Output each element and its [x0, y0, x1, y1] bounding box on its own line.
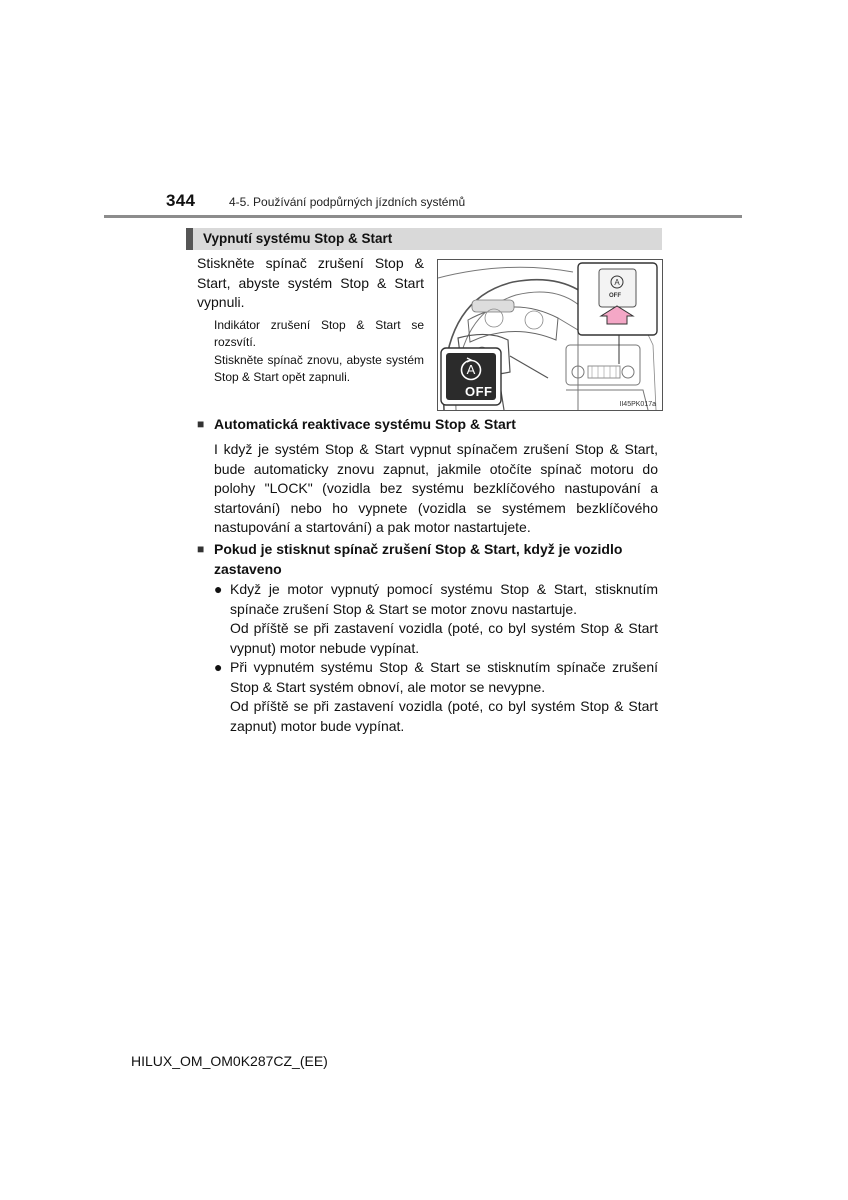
- auto-reactivation-heading: [197, 415, 658, 435]
- bullet-subtext: Od příště se při zastavení vozidla (poté, co byl systém Stop & Start vypnut) motor nebude vypínat.: [230, 620, 658, 656]
- section-title-bar: [186, 228, 662, 250]
- square-marker: ■: [197, 417, 205, 431]
- bullet-icon: ●: [214, 581, 223, 597]
- list-item: [214, 658, 658, 736]
- bullet-icon: ●: [214, 659, 223, 675]
- heading-text: Automatická reaktivace systému Stop & Start: [214, 416, 516, 432]
- intro-text: Stiskněte spínač zrušení Stop & Start, abyste systém Stop & Start vypnuli.: [197, 255, 424, 310]
- stopped-vehicle-heading: [197, 540, 658, 579]
- header-divider: [104, 215, 742, 218]
- auto-reactivation-text: I když je systém Stop & Start vypnut spínačem zrušení Stop & Start, bude automaticky znovu zapnut, jakmile otočíte spínač motoru do polohy "LOCK" (vozidla bez systému bezklíčového nastupování a startování) nebo ho vypnete (vozidla se systémem bezklíčového nastupování a startování) a pak motor nastartujete.: [214, 441, 658, 535]
- bullet-text: Když je motor vypnutý pomocí systému Stop & Start, stisknutím spínače zrušení Stop & Start se motor znovu nastartuje.: [230, 581, 658, 617]
- dashboard-illustration: [437, 259, 663, 411]
- indicator-off-label: OFF: [465, 384, 493, 399]
- svg-text:A: A: [466, 362, 476, 377]
- list-item: [214, 580, 658, 658]
- page-number: 344: [166, 191, 196, 210]
- bullet-text: Při vypnutém systému Stop & Start se stisknutím spínače zrušení Stop & Start systém obnoví, ale motor se nevypne.: [230, 659, 658, 695]
- heading-text: Pokud je stisknut spínač zrušení Stop & Start, když je vozidlo zastaveno: [214, 541, 623, 577]
- chapter-heading: 4-5. Používání podpůrných jízdních systémů: [229, 195, 466, 209]
- intro-note-indicator: Indikátor zrušení Stop & Start se rozsvítí.: [214, 318, 424, 349]
- svg-text:A: A: [614, 278, 620, 287]
- figure-code: II45PK017a: [619, 401, 656, 408]
- section-title: Vypnutí systému Stop & Start: [203, 231, 393, 246]
- document-code: HILUX_OM_OM0K287CZ_(EE): [131, 1053, 328, 1069]
- intro-note-press-again: Stiskněte spínač znovu, abyste systém Stop & Start opět zapnuli.: [214, 353, 424, 384]
- bullet-subtext: Od příště se při zastavení vozidla (poté, co byl systém Stop & Start zapnut) motor bude vypínat.: [230, 698, 658, 734]
- switch-off-label: OFF: [609, 293, 621, 299]
- square-marker: ■: [197, 542, 205, 556]
